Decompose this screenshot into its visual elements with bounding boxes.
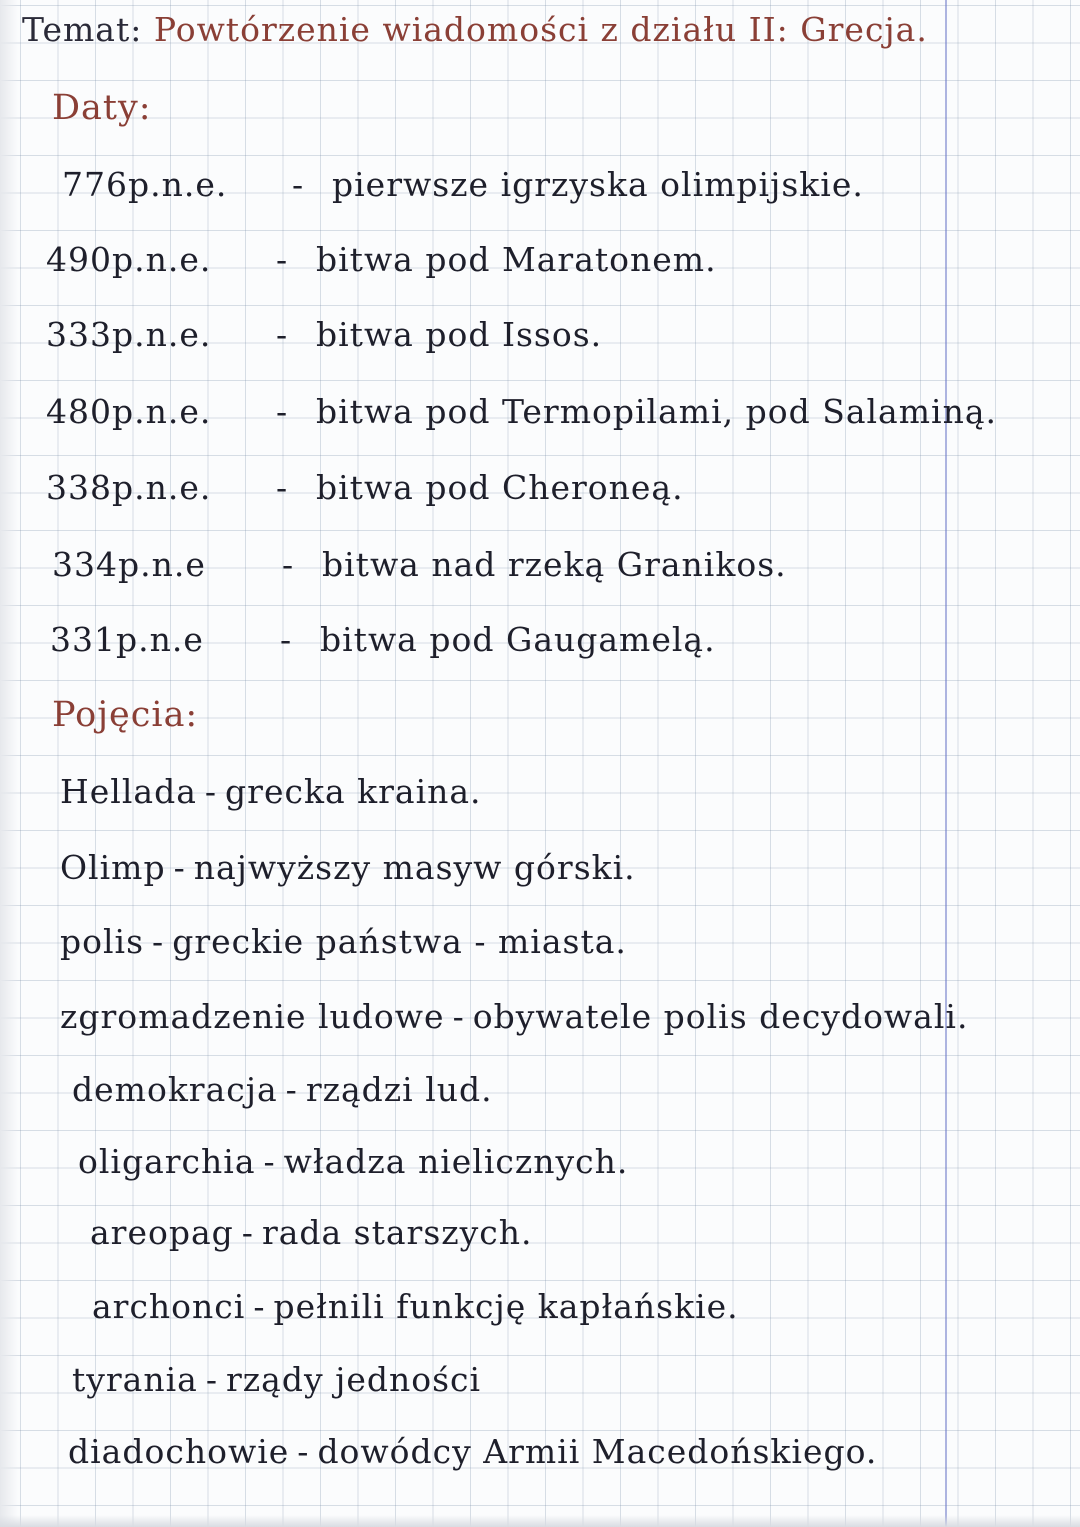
page-bottom-edge [0, 1515, 1080, 1527]
term-definition: grecka kraina. [225, 772, 482, 811]
term-row [60, 922, 627, 961]
term-separator: - [452, 997, 465, 1036]
term-separator: - [253, 1287, 266, 1326]
term-row [68, 1432, 877, 1471]
date-separator: - [282, 545, 295, 584]
date-event: bitwa pod Cheroneą. [316, 468, 684, 507]
date-year: 490p.n.e. [46, 240, 212, 279]
term-definition: dowódcy Armii Macedońskiego. [317, 1432, 878, 1471]
title-label: Temat: [22, 10, 143, 49]
date-event: pierwsze igrzyska olimpijskie. [332, 165, 864, 204]
term-separator: - [241, 1213, 254, 1252]
date-year: 331p.n.e [50, 620, 204, 659]
date-event: bitwa nad rzeką Granikos. [322, 545, 787, 584]
term-separator: - [204, 772, 218, 811]
term-definition: rządzi lud. [305, 1070, 493, 1109]
term-definition: obywatele polis decydowali. [472, 997, 969, 1036]
term-word: Hellada [60, 772, 197, 811]
term-separator: - [205, 1360, 218, 1399]
term-separator: - [297, 1432, 310, 1471]
term-definition: władza nielicznych. [283, 1142, 629, 1181]
term-row [90, 1213, 533, 1252]
term-definition: rada starszych. [261, 1213, 533, 1252]
date-row [46, 240, 717, 279]
date-year: 480p.n.e. [46, 392, 212, 431]
term-definition: greckie państwa - miasta. [172, 922, 627, 961]
page-left-edge [0, 0, 18, 1527]
terms-heading: Pojęcia: [52, 695, 199, 735]
term-word: tyrania [72, 1360, 198, 1399]
date-row [46, 468, 684, 507]
term-word: Olimp [60, 848, 166, 887]
date-separator: - [276, 392, 289, 431]
date-row [62, 165, 864, 204]
date-row [50, 620, 716, 659]
term-word: diadochowie [68, 1432, 290, 1471]
margin-line [945, 0, 947, 1527]
date-year: 776p.n.e. [62, 165, 228, 204]
term-word: demokracja [72, 1070, 278, 1109]
term-separator: - [263, 1142, 276, 1181]
date-event: bitwa pod Issos. [316, 315, 603, 354]
lesson-title [22, 10, 928, 49]
date-year: 334p.n.e [52, 545, 206, 584]
term-row [72, 1070, 493, 1109]
date-separator: - [276, 468, 289, 507]
date-row [46, 392, 997, 431]
date-year: 338p.n.e. [46, 468, 212, 507]
term-row [60, 997, 968, 1036]
term-separator: - [285, 1070, 298, 1109]
date-event: bitwa pod Maratonem. [316, 240, 717, 279]
date-year: 333p.n.e. [46, 315, 212, 354]
date-event: bitwa pod Termopilami, pod Salaminą. [316, 392, 997, 431]
term-word: areopag [90, 1213, 234, 1252]
term-row [92, 1287, 739, 1326]
date-separator: - [292, 165, 305, 204]
title-text: Powtórzenie wiadomości z działu II: Grecja. [153, 10, 928, 49]
term-word: zgromadzenie ludowe [60, 997, 445, 1036]
term-separator: - [152, 922, 165, 961]
term-definition: pełnili funkcję kapłańskie. [273, 1287, 739, 1326]
term-word: oligarchia [78, 1142, 256, 1181]
term-word: archonci [92, 1287, 246, 1326]
term-separator: - [173, 848, 186, 887]
term-row [60, 772, 482, 811]
term-row [72, 1360, 481, 1399]
term-definition: rządy jedności [226, 1360, 482, 1399]
term-row [78, 1142, 628, 1181]
date-separator: - [280, 620, 293, 659]
date-separator: - [276, 240, 289, 279]
date-row [52, 545, 787, 584]
term-definition: najwyższy masyw górski. [193, 848, 636, 887]
date-event: bitwa pod Gaugamelą. [320, 620, 716, 659]
dates-heading: Daty: [52, 88, 152, 128]
term-word: polis [60, 922, 145, 961]
date-row [46, 315, 602, 354]
term-row [60, 848, 636, 887]
date-separator: - [276, 315, 289, 354]
